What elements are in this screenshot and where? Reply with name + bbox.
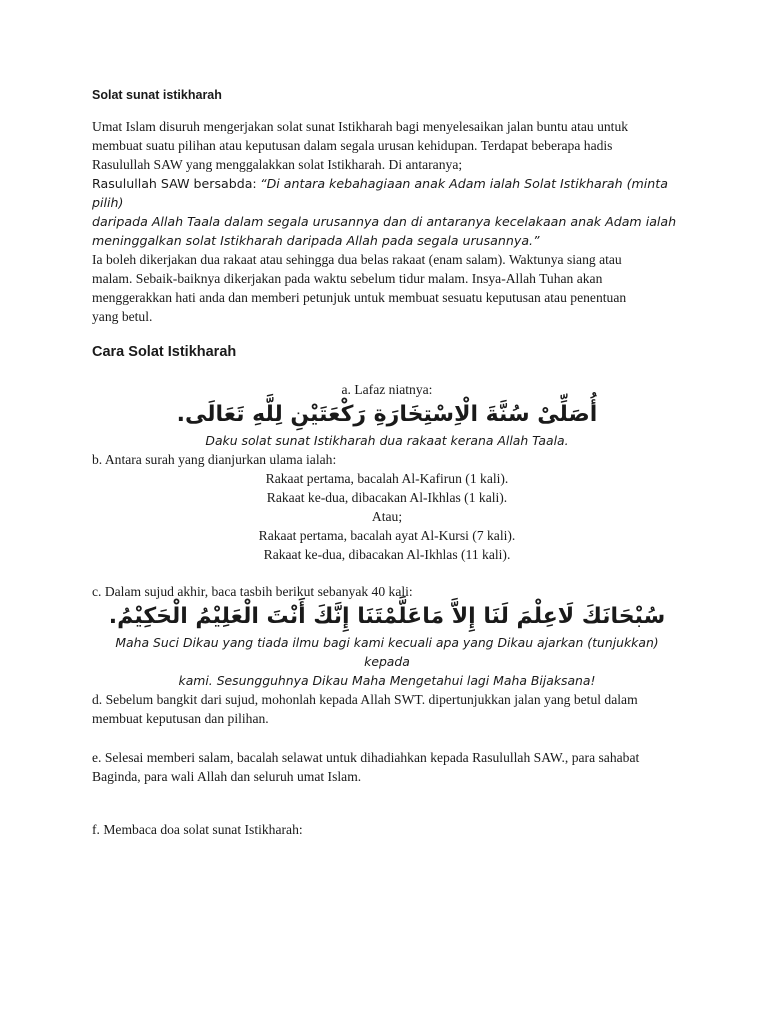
arabic-tasbih: سُبْحَانَكَ لَاعِلْمَ لَنَا إِلاَّ مَاعَلَّمْتَنَا إِنَّكَ أَنْتَ الْعَلِيْمُ الْحَكِيْمُ. <box>108 604 666 629</box>
document-title: Solat sunat istikharah <box>92 88 222 102</box>
step-d-line: membuat keputusan dan pilihan. <box>92 711 269 726</box>
step-d <box>92 690 682 728</box>
intro-line: menggerakkan hati anda dan memberi petunjuk untuk membuat sesuatu keputusan atau penentuan <box>92 290 627 305</box>
surah-line: Rakaat ke-dua, dibacakan Al-Ikhlas (1 kali). <box>266 490 508 505</box>
arabic-niat: أُصَلِّىْ سُنَّةَ الْاِسْتِخَارَةِ رَكْعَتَيْنِ لِلَّهِ تَعَالَى. <box>176 402 598 427</box>
step-e-line: Baginda, para wali Allah dan seluruh umat Islam. <box>92 769 362 784</box>
surah-line: Atau; <box>371 509 403 524</box>
step-d-line: d. Sebelum bangkit dari sujud, mohonlah kepada Allah SWT. dipertunjukkan jalan yang betul dalam <box>92 692 638 707</box>
intro-line: membuat suatu pilihan atau keputusan dalam segala urusan kehidupan. Terdapat beberapa hadis <box>92 138 613 153</box>
step-a <box>92 380 682 450</box>
step-b-label: b. Antara surah yang dianjurkan ulama ialah: <box>92 452 337 467</box>
niat-translation: Daku solat sunat Istikharah dua rakaat kerana Allah Taala. <box>205 433 569 448</box>
step-a-label: a. Lafaz niatnya: <box>341 382 433 397</box>
step-e-line: e. Selesai memberi salam, bacalah selawat untuk dihadiahkan kepada Rasulullah SAW., para sahabat <box>92 750 640 765</box>
tasbih-translation: kami. Sesungguhnya Dikau Maha Mengetahui lagi Maha Bijaksana! <box>178 673 596 688</box>
step-f <box>92 820 682 839</box>
intro-line: Umat Islam disuruh mengerjakan solat sunat Istikharah bagi menyelesaikan jalan buntu atau untuk <box>92 119 629 134</box>
document-page <box>92 86 682 839</box>
hadith-line <box>92 174 682 212</box>
step-b <box>92 450 682 564</box>
step-c <box>92 582 682 690</box>
intro-line: malam. Sebaik-baiknya dikerjakan pada waktu sebelum tidur malam. Insya-Allah Tuhan akan <box>92 271 603 286</box>
intro-line: yang betul. <box>92 309 153 324</box>
hadith-quote: meninggalkan solat Istikharah daripada Allah pada segala urusannya.” <box>92 233 540 248</box>
section-title: Cara Solat Istikharah <box>92 344 237 360</box>
intro-line: Rasulullah SAW yang menggalakkan solat Istikharah. Di antaranya; <box>92 157 463 172</box>
intro-paragraph <box>92 117 682 326</box>
hadith-quote: daripada Allah Taala dalam segala urusannya dan di antaranya kecelakaan anak Adam ialah <box>92 214 677 229</box>
tasbih-translation: Maha Suci Dikau yang tiada ilmu bagi kami kecuali apa yang Dikau ajarkan (tunjukkan) kepada <box>115 635 659 669</box>
hadith-quote: “Di antara kebahagiaan anak Adam ialah Solat Istikharah (minta pilih) <box>92 176 668 210</box>
step-f-label: f. Membaca doa solat sunat Istikharah: <box>92 822 303 837</box>
surah-line: Rakaat ke-dua, dibacakan Al-Ikhlas (11 kali). <box>263 547 511 562</box>
intro-line: Ia boleh dikerjakan dua rakaat atau sehingga dua belas rakaat (enam salam). Waktunya siang atau <box>92 252 622 267</box>
step-c-label: c. Dalam sujud akhir, baca tasbih berikut sebanyak 40 kali: <box>92 584 413 599</box>
surah-line: Rakaat pertama, bacalah ayat Al-Kursi (7 kali). <box>258 528 516 543</box>
surah-line: Rakaat pertama, bacalah Al-Kafirun (1 kali). <box>265 471 509 486</box>
step-e <box>92 748 682 786</box>
hadith-narrator: Rasulullah SAW bersabda: <box>92 176 257 191</box>
